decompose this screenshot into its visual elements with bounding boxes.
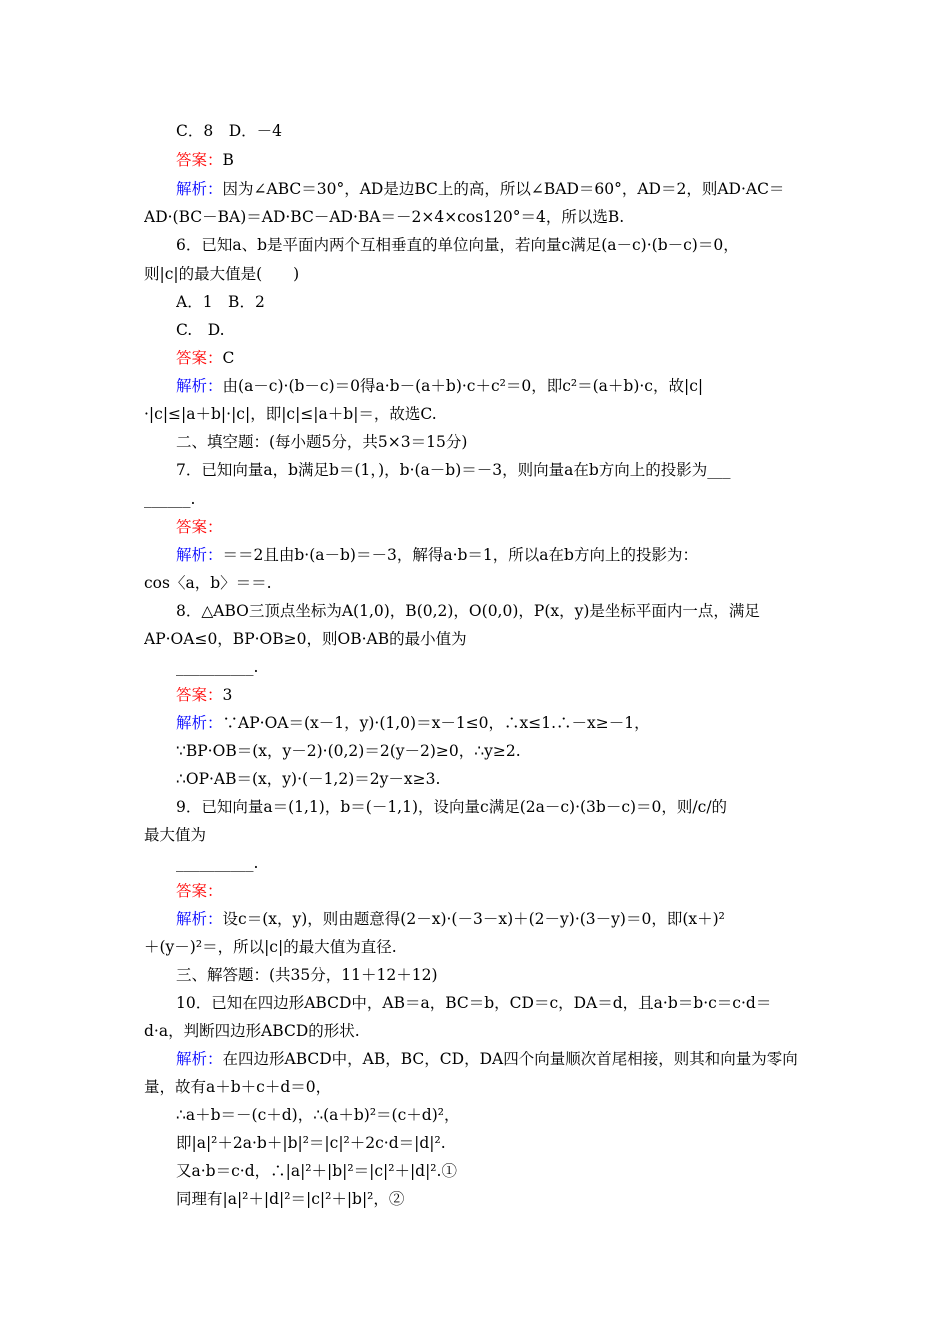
analysis-line-10-b: 量，故有a＋b＋c＋d＝0， — [144, 1078, 332, 1096]
analysis-line-10-f: 同理有|a|²＋|d|²＝|c|²＋|b|²，② — [176, 1190, 405, 1208]
analysis-line-6: 解析：由(a－c)·(b－c)＝0得a·b－(a＋b)·c＋c²＝0，即c²＝(a＋b)·c，故|c| — [176, 377, 704, 395]
answer-label: 答案： — [176, 882, 223, 900]
analysis-line-8-c: ∴OP·AB＝(x，y)·(－1,2)＝2y－x≥3. — [176, 770, 441, 788]
options-a-b: A．1 B．2 — [176, 293, 265, 311]
analysis-line-8: 解析：∵AP·OA＝(x－1，y)·(1,0)＝x－1≤0，∴x≤1.∴－x≥－1， — [176, 714, 650, 732]
question-10: 10．已知在四边形ABCD中，AB＝a，BC＝b，CD＝c，DA＝d，且a·b＝b·c＝c·d＝ — [176, 994, 772, 1012]
analysis-line-10-d: 即|a|²＋2a·b＋|b|²＝|c|²＋2c·d＝|d|². — [176, 1134, 446, 1152]
answer-line-9 — [176, 880, 810, 904]
question-8: 8．△ABO三顶点坐标为A(1,0)，B(0,2)，O(0,0)，P(x，y)是坐标平面内一点，满足 — [176, 602, 760, 620]
question-9-cont: 最大值为 — [144, 826, 207, 844]
analysis-label: 解析： — [176, 714, 223, 732]
question-6: 6．已知a、b是平面内两个互相垂直的单位向量，若向量c满足(a－c)·(b－c)＝0， — [176, 236, 739, 254]
analysis-line-9: 解析：设c＝(x，y)，则由题意得(2－x)·(－3－x)＋(2－y)·(3－y)＝0，即(x＋)² — [176, 910, 725, 928]
answer-label: 答案： — [176, 151, 223, 169]
analysis-label: 解析： — [176, 180, 223, 198]
answer-line-8: 答案：3 — [176, 686, 233, 704]
analysis-label: 解析： — [176, 1050, 223, 1068]
analysis-label: 解析： — [176, 546, 223, 564]
analysis-line-10-e: 又a·b＝c·d，∴|a|²＋|b|²＝|c|²＋|d|².① — [176, 1162, 457, 1180]
analysis-line-8-b: ∵BP·OB＝(x，y－2)·(0,2)＝2(y－2)≥0，∴y≥2. — [176, 742, 521, 760]
question-9-blank: __________. — [176, 854, 259, 872]
analysis-label: 解析： — [176, 377, 223, 395]
analysis-line-9-cont: ＋(y－)²＝，所以|c|的最大值为直径. — [144, 938, 397, 956]
analysis-line-5-cont: AD·(BC－BA)＝AD·BC－AD·BA＝－2×4×cos120°＝4，所以选B. — [144, 208, 625, 226]
analysis-line-10: 解析：在四边形ABCD中，AB，BC，CD，DA四个向量顺次首尾相接，则其和向量为零向 — [176, 1050, 798, 1068]
options-c-d: C．8 D．－4 — [176, 122, 283, 140]
answer-label: 答案： — [176, 686, 223, 704]
answer-label: 答案： — [176, 518, 223, 536]
answer-line-6: 答案：C — [176, 349, 235, 367]
analysis-line-7-cont: cos〈a，b〉＝＝. — [144, 574, 272, 592]
analysis-label: 解析： — [176, 910, 223, 928]
question-9: 9．已知向量a＝(1,1)，b＝(－1,1)，设向量c满足(2a－c)·(3b－c)＝0，则/c/的 — [176, 798, 728, 816]
answer-line-7 — [176, 516, 810, 540]
question-8-cont: AP·OA≤0，BP·OB≥0，则OB·AB的最小值为 — [144, 630, 467, 648]
section-fill-in: 二、填空题：(每小题5分，共5×3＝15分) — [176, 433, 468, 451]
question-8-blank: __________. — [176, 658, 259, 676]
analysis-line-7: 解析：＝＝2且由b·(a－b)＝－3，解得a·b＝1，所以a在b方向上的投影为： — [176, 546, 698, 564]
answer-line-5: 答案：B — [176, 151, 234, 169]
analysis-line-6-cont: ·|c|≤|a＋b|·|c|，即|c|≤|a＋b|＝，故选C. — [144, 405, 437, 423]
question-7-blank: ______. — [144, 490, 196, 508]
analysis-line-10-c: ∴a＋b＝－(c＋d)，∴(a＋b)²＝(c＋d)²， — [176, 1106, 460, 1124]
section-solve: 三、解答题：(共35分，11＋12＋12) — [176, 966, 438, 984]
answer-label: 答案： — [176, 349, 223, 367]
question-10-cont: d·a，判断四边形ABCD的形状. — [144, 1022, 360, 1040]
question-6-cont: 则|c|的最大值是( ) — [144, 265, 300, 283]
options-c-d-q6: C. D. — [176, 321, 225, 339]
analysis-line-5: 解析：因为∠ABC＝30°，AD是边BC上的高，所以∠BAD＝60°，AD＝2，则AD·AC＝ — [176, 180, 785, 198]
question-7: 7．已知向量a，b满足b＝(1，)，b·(a－b)＝－3，则向量a在b方向上的投影为___ — [176, 461, 731, 479]
